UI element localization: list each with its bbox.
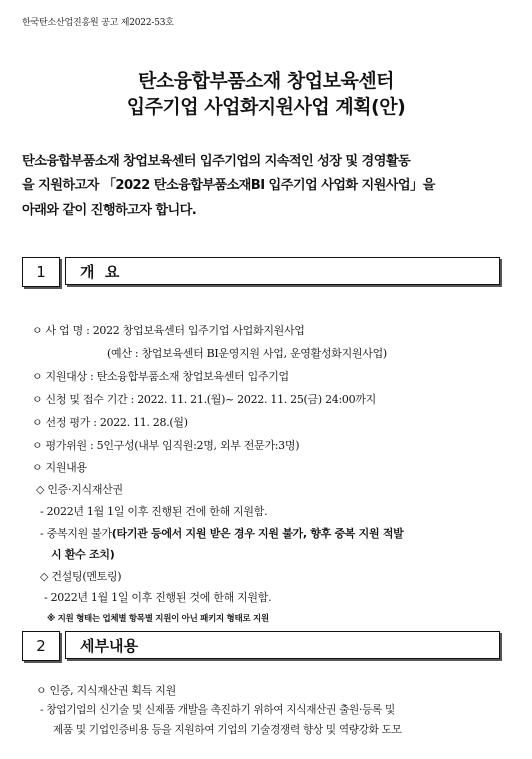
certification-ip-heading: ◇ 인증·지식재산권 bbox=[36, 483, 123, 496]
intro-line2: 을 지원하고자 「2022 탄소융합부품소재BI 입주기업 사업화 지원사업」을 bbox=[22, 178, 435, 193]
section-2-heading: 세부내용 bbox=[65, 631, 500, 659]
consulting-heading: ◇ 건설팅(멘토링) bbox=[40, 570, 122, 583]
evaluators: ㅇ 평가위원 : 5인구성(내부 임직원:2명, 외부 전문가:3명) bbox=[32, 439, 300, 452]
consulting-rule1: - 2022년 1월 1일 이후 진행된 것에 한해 지원함. bbox=[44, 591, 272, 604]
duplicate-support-label: - 중복지원 불가 bbox=[40, 527, 112, 540]
section-2-header bbox=[22, 631, 503, 661]
project-budget: (예산 : 창업보육센터 BI운영지원 사업, 운영활성화지원사업) bbox=[107, 347, 387, 360]
ip-support-desc1: - 창업기업의 신기술 및 신제품 개발을 촉진하기 위하여 지식재산권 출원·등록 및 bbox=[40, 704, 395, 716]
document-title-line1: 탄소융합부품소재 창업보육센터 bbox=[137, 70, 395, 92]
duplicate-support-rule bbox=[40, 525, 404, 541]
intro-line1: 탄소융합부품소재 창업보육센터 입주기업의 지속적인 성장 및 경영활동 bbox=[22, 154, 411, 169]
duplicate-support-recovery: 시 환수 조치) bbox=[51, 548, 115, 561]
package-support-note: ※ 지원 형태는 업체별 항목별 지원이 아닌 패키지 형태로 지원 bbox=[47, 614, 269, 624]
notice-number: 한국탄소산업진흥원 공고 제2022-53호 bbox=[22, 18, 174, 28]
section-2-number: 2 bbox=[22, 631, 60, 661]
section-1-header bbox=[22, 257, 503, 287]
project-name: ㅇ 사 업 명 : 2022 창업보육센터 입주기업 사업화지원사업 bbox=[32, 324, 305, 337]
ip-support-desc2: 제품 및 기업인증비용 등을 지원하여 기업의 기술경쟁력 향상 및 역량강화 도모 bbox=[53, 724, 402, 736]
intro-line3: 아래와 같이 진행하고자 합니다. bbox=[22, 203, 197, 218]
application-period: ㅇ 신청 및 접수 기간 : 2022. 11. 21.(월)~ 2022. 11. 25(금) 24:00까지 bbox=[32, 393, 376, 406]
ip-support-heading: ㅇ 인증, 지식재산권 획득 지원 bbox=[36, 684, 176, 697]
selection-evaluation: ㅇ 선정 평가 : 2022. 11. 28.(월) bbox=[32, 416, 188, 429]
section-1-number: 1 bbox=[22, 257, 60, 287]
certification-ip-rule1: - 2022년 1월 1일 이후 진행된 건에 한해 지원함. bbox=[40, 505, 268, 518]
support-target: ㅇ 지원대상 : 탄소융합부품소재 창업보육센터 입주기업 bbox=[32, 370, 289, 383]
document-title-line2: 입주기업 사업화지원사업 계획(안) bbox=[126, 96, 406, 118]
duplicate-support-detail: (타기관 등에서 지원 받은 경우 지원 불가, 향후 중복 지원 적발 bbox=[111, 527, 404, 540]
support-content: ㅇ 지원내용 bbox=[32, 461, 87, 474]
section-1-heading: 개 요 bbox=[65, 257, 500, 285]
